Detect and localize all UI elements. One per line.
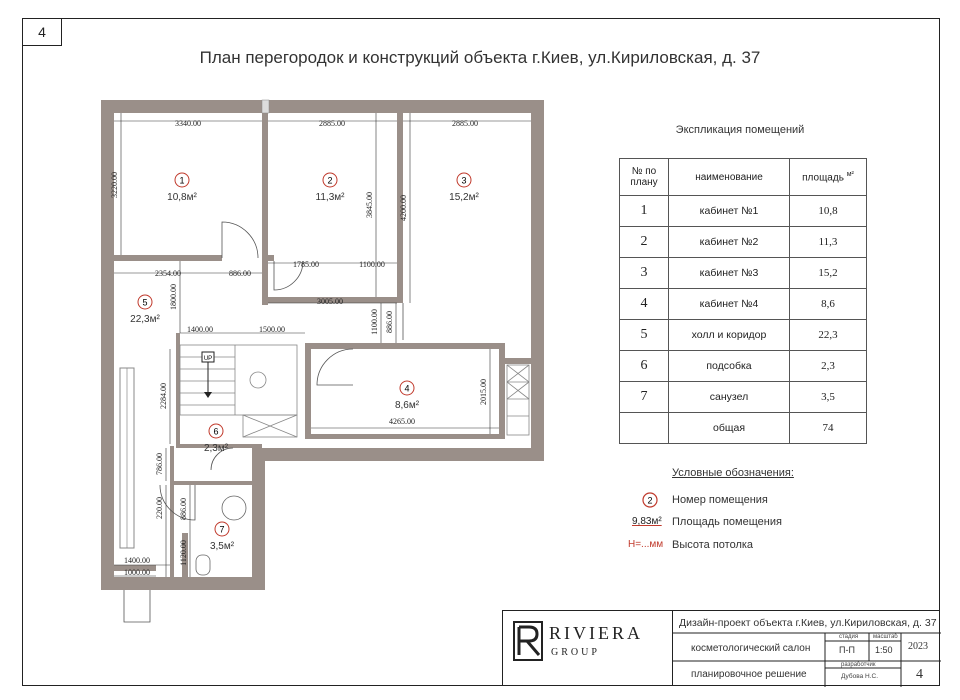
dimension-label: 4200.00	[399, 195, 408, 221]
dimension-label: 4265.00	[389, 417, 415, 426]
developer-label: разработчик	[841, 662, 876, 668]
year-value: 2023	[908, 641, 928, 652]
legend-label-height: Высота потолка	[672, 539, 754, 551]
dimension-label: 1100.00	[370, 309, 379, 335]
room-area: 3,5м²	[209, 541, 235, 552]
scale-label: масштаб	[873, 634, 898, 640]
legend-label-room-number: Номер помещения	[672, 494, 768, 506]
drawing-name: планировочное решение	[691, 669, 807, 680]
dimension-label: 1785.00	[293, 260, 319, 269]
cell-area: 15,2	[790, 258, 867, 289]
sheet-value: 4	[916, 667, 923, 682]
dimension-label: 1400.00	[187, 325, 213, 334]
room-area: 8,6м²	[394, 400, 420, 411]
brand-subtitle: GROUP	[551, 647, 600, 658]
cell-num: 2	[620, 227, 669, 258]
dimension-label: 3005.00	[317, 297, 343, 306]
cell-name: санузел	[669, 382, 790, 413]
dimension-label: 3340.00	[175, 119, 201, 128]
title-block	[502, 610, 940, 686]
dimension-label: 886.00	[229, 269, 251, 278]
room-number: 4	[404, 383, 410, 394]
cell-num: 1	[620, 196, 669, 227]
page-title: План перегородок и конструкций объекта г.Киев, ул.Кириловская, д. 37	[199, 48, 761, 67]
room-number: 7	[219, 524, 225, 535]
dimension-label: 2885.00	[452, 119, 478, 128]
cell-area: 22,3	[790, 320, 867, 351]
room-area: 2,3м²	[203, 443, 229, 454]
dimension-label: 1100.00	[359, 260, 385, 269]
explication-title: Экспликация помещений	[675, 124, 805, 136]
legend-symbol-height: H=...мм	[628, 539, 664, 550]
dimension-label: 1120.00	[179, 540, 188, 566]
legend-title: Условные обозначения:	[672, 467, 794, 479]
project-name: Дизайн-проект объекта г.Киев, ул.Кириловская, д. 37	[679, 617, 937, 629]
room-number: 6	[213, 426, 219, 437]
cell-name: кабинет №4	[669, 289, 790, 320]
company-logo	[502, 610, 672, 686]
dimension-label: 1500.00	[259, 325, 285, 334]
room-area: 11,3м²	[315, 192, 345, 203]
cell-num: 5	[620, 320, 669, 351]
cell-total-name: общая	[669, 413, 790, 444]
cell-area: 2,3	[790, 351, 867, 382]
logo-mark-icon	[513, 621, 543, 661]
cell-area: 10,8	[790, 196, 867, 227]
svg-text:2: 2	[647, 495, 653, 506]
dimension-label: 886.00	[179, 498, 188, 520]
room-area: 22,3м²	[130, 314, 160, 325]
header-area: площадь $^{м^2}$	[790, 159, 867, 196]
cell-name: подсобка	[669, 351, 790, 382]
cell-area: 11,3	[790, 227, 867, 258]
cell-num: 6	[620, 351, 669, 382]
stair-up-label: UP	[203, 356, 213, 362]
room-number: 5	[142, 297, 148, 308]
room-number: 2	[327, 175, 333, 186]
header-name: наименование	[669, 159, 790, 196]
legend-symbol-area: 9,83м²	[632, 516, 662, 527]
dimension-label: 886.00	[385, 311, 394, 333]
room-area: 10,8м²	[167, 192, 197, 203]
room-number: 3	[461, 175, 467, 186]
dimension-label: 1800.00	[169, 284, 178, 310]
cell-name: кабинет №1	[669, 196, 790, 227]
cell-area: 3,5	[790, 382, 867, 413]
dimension-label: 2015.00	[479, 379, 488, 405]
dimension-label: 1400.00	[124, 556, 150, 565]
header-num: № по плану	[620, 159, 669, 196]
dimension-label: 786.00	[155, 453, 164, 475]
cell-name: кабинет №2	[669, 227, 790, 258]
sheet-number-corner: 4	[22, 18, 62, 46]
room-number: 1	[179, 175, 185, 186]
cell-num: 7	[620, 382, 669, 413]
cell-num: 3	[620, 258, 669, 289]
brand-name: RIVIERA	[549, 623, 643, 643]
dimension-label: 3220.00	[110, 172, 119, 198]
room-area: 15,2м²	[449, 192, 479, 203]
object-name: косметологический салон	[691, 643, 811, 654]
dimension-label: 2885.00	[319, 119, 345, 128]
dimension-label: 1000.00	[124, 568, 150, 577]
cell-name: холл и коридор	[669, 320, 790, 351]
dimension-label: 3845.00	[365, 192, 374, 218]
cell-num: 4	[620, 289, 669, 320]
scale-value: 1:50	[875, 645, 893, 655]
dimension-label: 220.00	[155, 497, 164, 519]
dimension-label: 2354.00	[155, 269, 181, 278]
legend-label-area: Площадь помещения	[672, 516, 782, 528]
cell-total-area: 74	[790, 413, 867, 444]
developer-name: Дубова Н.С.	[841, 673, 879, 680]
stage-label: стадия	[839, 634, 859, 640]
title-block-info	[672, 610, 940, 686]
cell-name: кабинет №3	[669, 258, 790, 289]
stage-value: П-П	[839, 645, 855, 655]
dimension-label: 2284.00	[159, 383, 168, 409]
cell-area: 8,6	[790, 289, 867, 320]
